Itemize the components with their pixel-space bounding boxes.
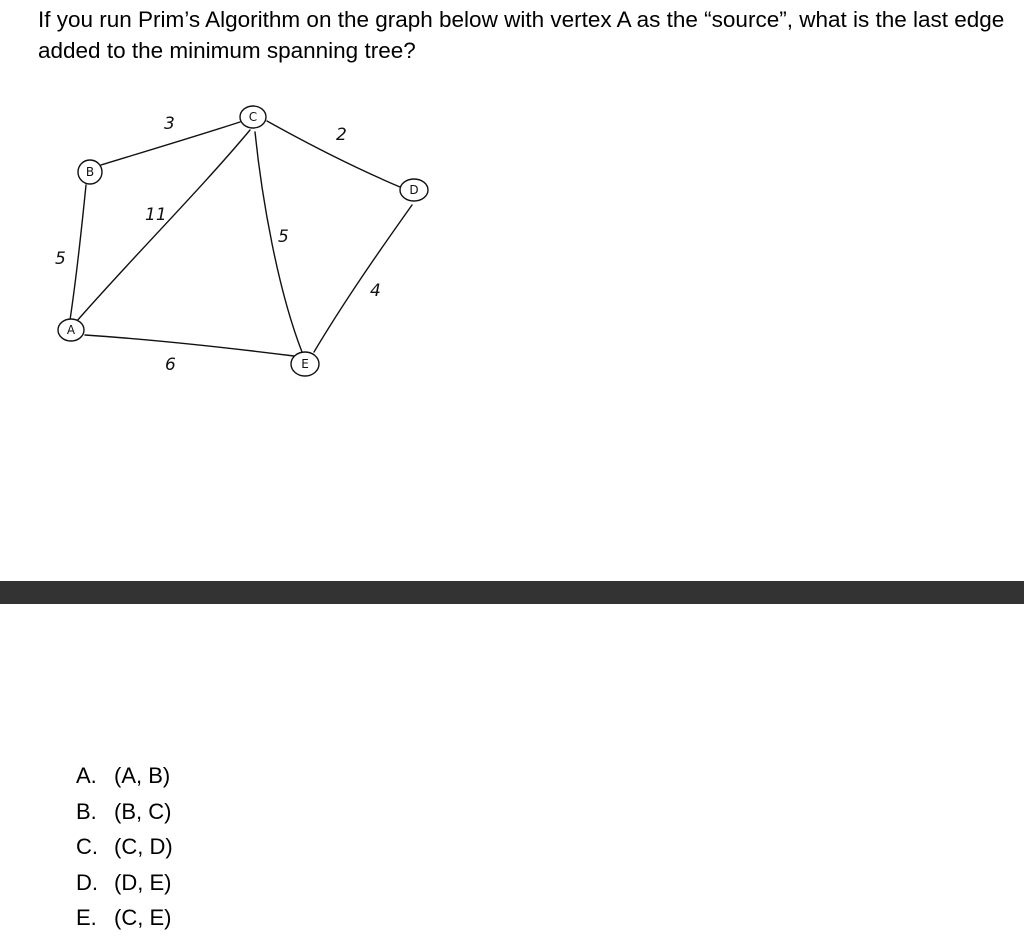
question-text: If you run Prim’s Algorithm on the graph below with vertex A as the “source”, what is the last edge added to the minimum spanning tree? [38, 7, 1005, 63]
weight-a-e: 6 [165, 355, 176, 375]
node-a [58, 319, 84, 341]
option-letter: C. [76, 834, 98, 859]
node-e [291, 352, 319, 376]
node-e-label: E [301, 357, 309, 371]
option-letter: E. [76, 905, 97, 930]
edge-a-b [70, 185, 86, 320]
node-d [400, 179, 428, 201]
option-text: (C, E) [114, 905, 172, 930]
weight-a-b: 5 [55, 249, 66, 269]
option-letter: B. [76, 798, 97, 824]
option-e[interactable] [76, 900, 173, 936]
option-text: (D, E) [114, 869, 172, 895]
weight-a-c: 11 [145, 205, 167, 225]
option-b[interactable] [76, 794, 173, 830]
option-a[interactable] [76, 758, 173, 794]
weight-b-c: 3 [164, 114, 175, 134]
edge-d-e [314, 205, 412, 352]
node-b-label: B [85, 165, 95, 179]
option-d[interactable] [76, 865, 173, 901]
node-d-label: D [409, 183, 419, 197]
option-c[interactable] [76, 829, 173, 865]
node-c-label: C [248, 110, 258, 124]
option-text: (B, C) [114, 798, 172, 824]
option-text: (A, B) [114, 763, 171, 788]
weight-c-e: 5 [278, 227, 289, 247]
node-c [240, 106, 266, 128]
weight-c-d: 2 [336, 125, 347, 145]
node-b [78, 160, 102, 184]
weight-d-e: 4 [370, 281, 381, 301]
node-a-label: A [66, 323, 76, 337]
edge-c-d [267, 121, 400, 187]
edge-a-e [85, 335, 294, 356]
edge-a-c [76, 130, 250, 322]
weighted-graph-diagram [0, 80, 470, 400]
answer-options [76, 758, 173, 936]
option-letter: D. [76, 869, 98, 895]
option-letter: A. [76, 763, 97, 788]
divider-bar [0, 581, 1024, 604]
option-text: (C, D) [114, 834, 173, 859]
